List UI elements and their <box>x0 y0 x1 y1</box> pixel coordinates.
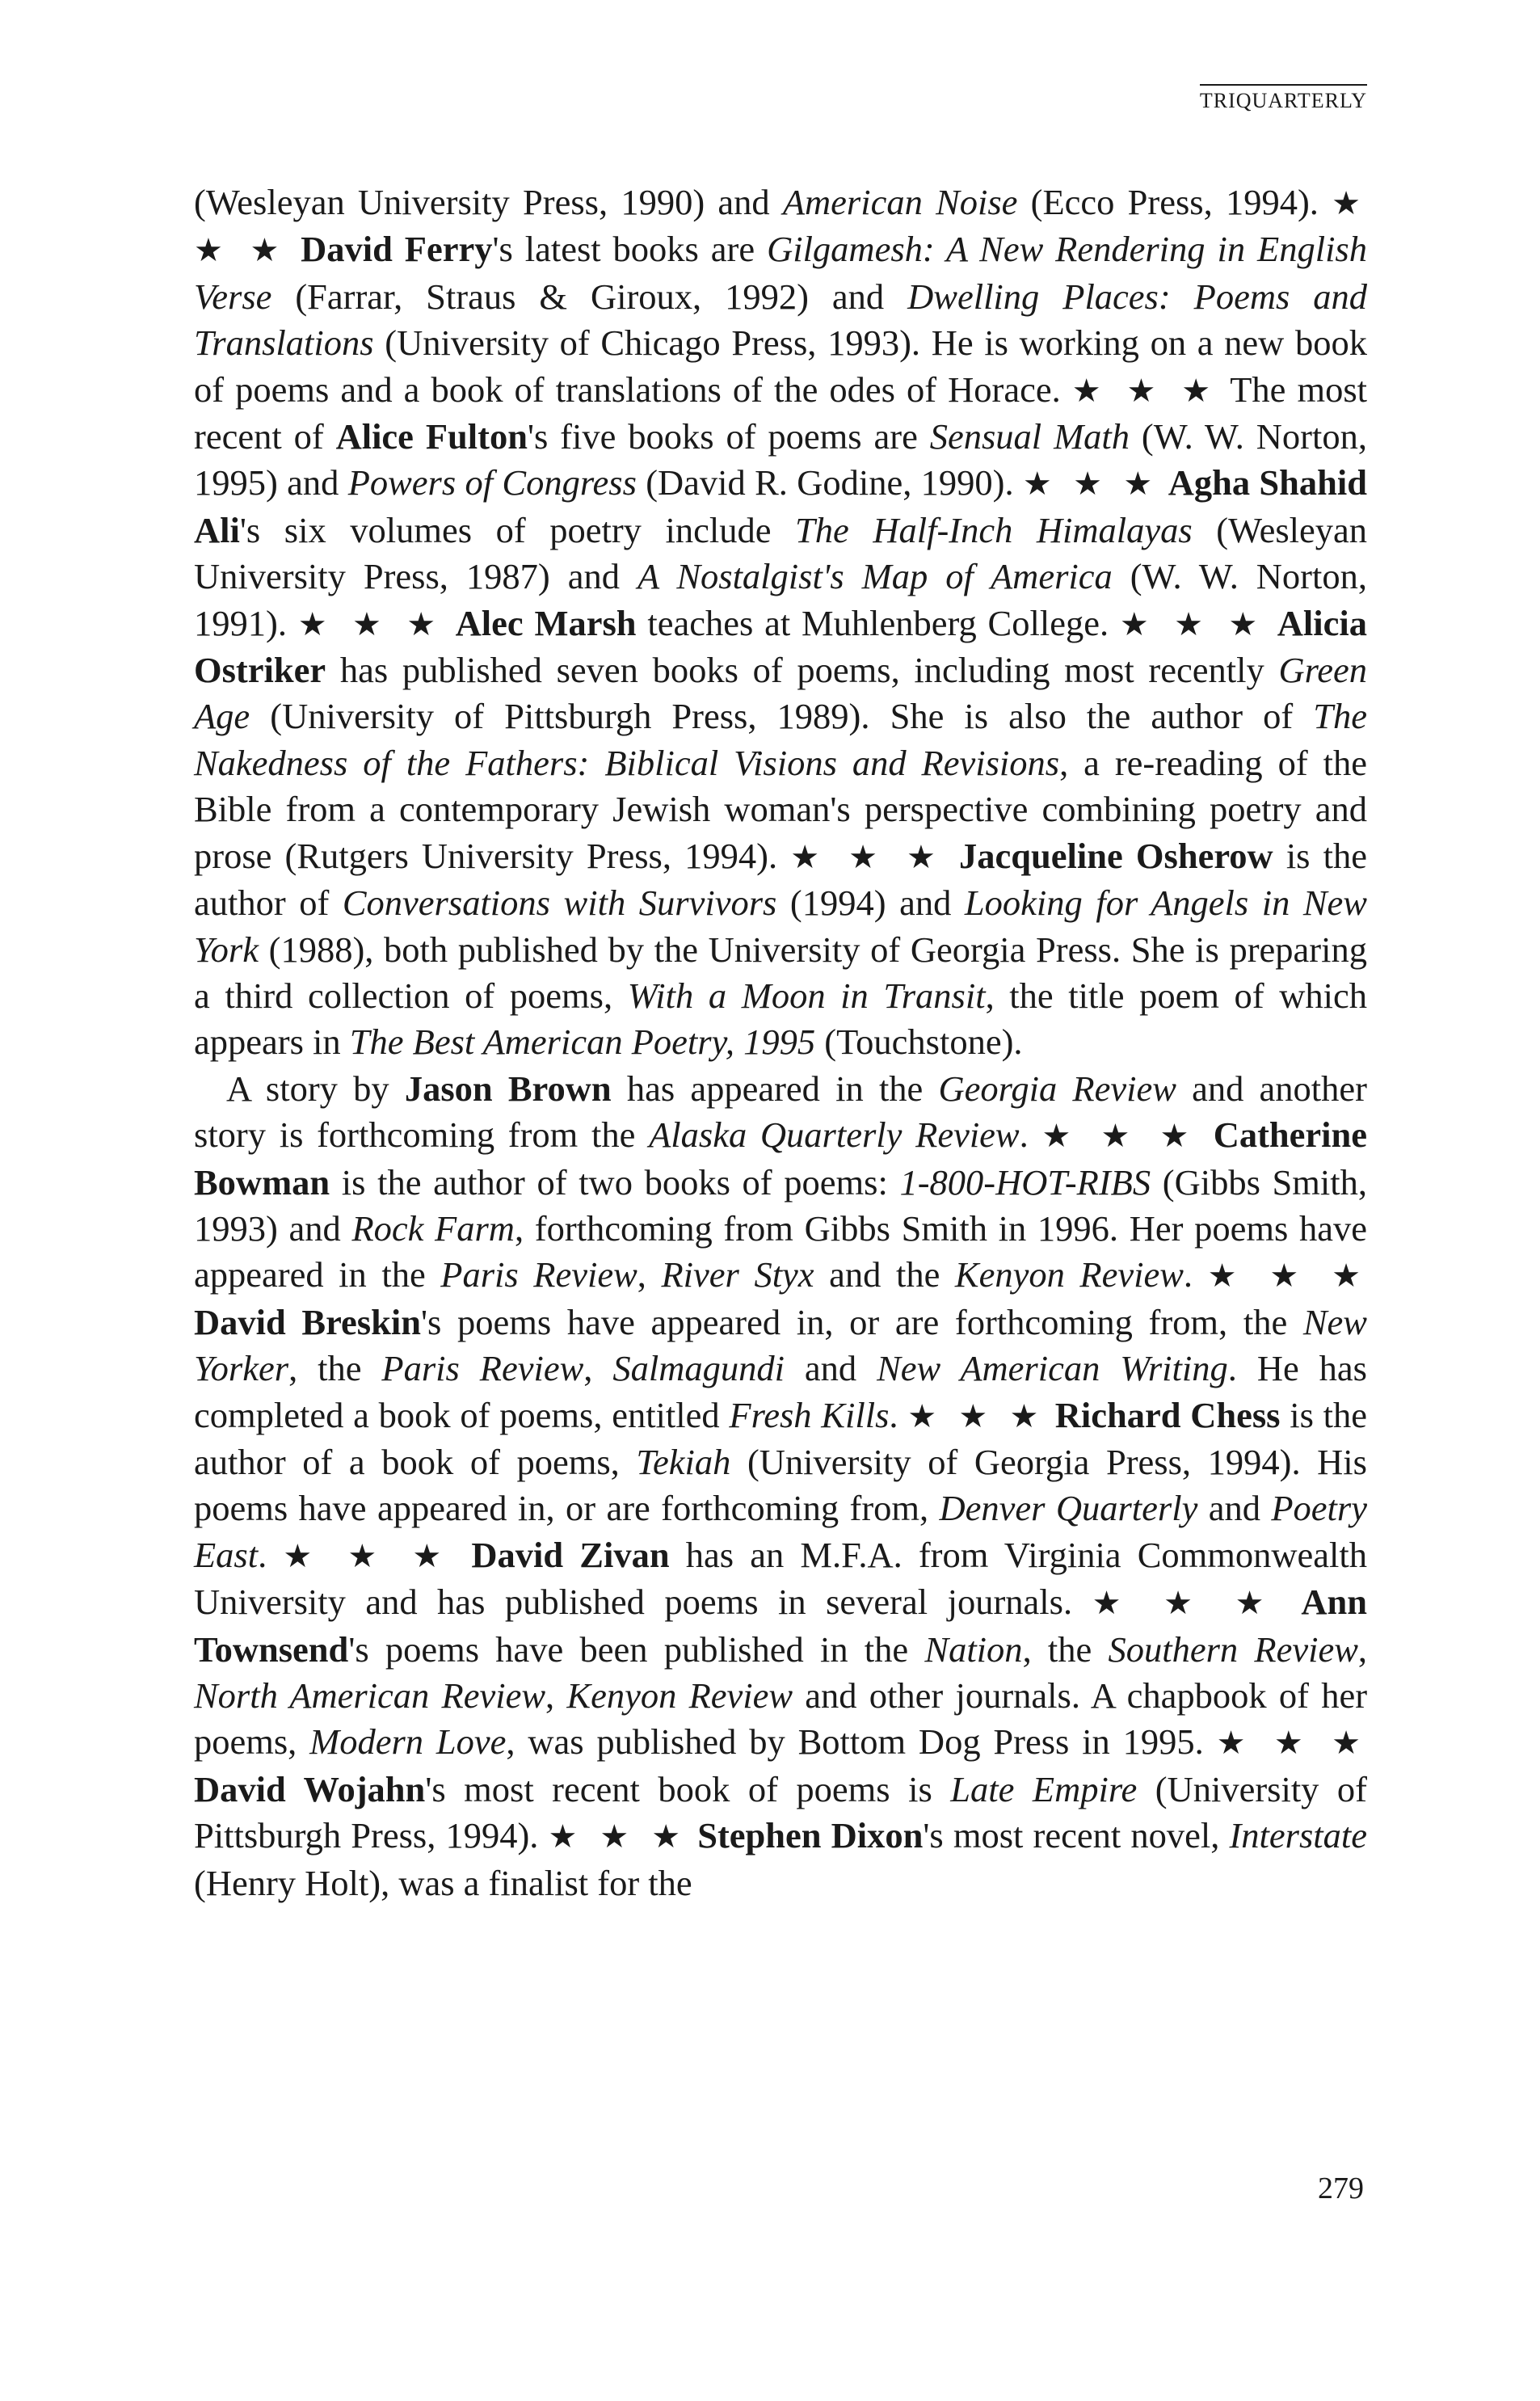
contributor-name: David Wojahn <box>194 1768 426 1809</box>
paragraph-2 <box>194 1066 1367 1906</box>
title: Green Age <box>194 650 1367 737</box>
star-separator: ★ ★ ★ <box>194 185 1367 269</box>
title: Fresh Kills <box>729 1394 890 1435</box>
text: is the author of two books of poems: <box>330 1161 900 1203</box>
title: Dwelling Places: Poems and Translations <box>194 276 1368 364</box>
star-separator: ★ ★ ★ <box>297 605 444 642</box>
text: . <box>889 1394 908 1435</box>
text: (Touchstone). <box>815 1021 1023 1063</box>
text: (Henry Holt), was a finalist for the <box>194 1862 692 1903</box>
title: Poetry East <box>194 1488 1367 1575</box>
text: (University of Chicago Press, 1993). He is working on a new book of poems and a book of translations of the odes of Horace. <box>194 322 1367 410</box>
text: (W. W. Norton, 1995) and <box>194 416 1367 503</box>
contributor-name: Jason Brown <box>404 1068 612 1109</box>
star-separator: ★ ★ ★ <box>1119 605 1266 642</box>
text: (Wesleyan University Press, 1990) and <box>194 182 783 222</box>
text: (Gibbs Smith, 1993) and <box>194 1161 1367 1249</box>
star-separator: ★ ★ ★ <box>283 1537 456 1574</box>
title: Gilgamesh: A New Rendering in English Verse <box>194 229 1367 317</box>
contributor-name: Catherine Bowman <box>194 1114 1368 1203</box>
text: and the <box>814 1254 955 1295</box>
star-separator: ★ ★ ★ <box>1207 1257 1368 1295</box>
title: Conversations with Survivors <box>342 882 777 924</box>
title: The Nakedness of the Fathers: Biblical Visions and Revisions <box>194 696 1367 783</box>
title: Tekiah <box>636 1441 731 1482</box>
text: 's poems have been published in the <box>348 1628 925 1670</box>
contributor-name: Ann Townsend <box>194 1582 1368 1670</box>
title: The Half-Inch Himalayas <box>795 509 1193 550</box>
text: and <box>784 1348 877 1389</box>
contributor-name: Alice Fulton <box>335 416 528 457</box>
title: Alaska Quarterly Review <box>649 1114 1020 1156</box>
text: A story by <box>226 1068 405 1109</box>
text: has appeared in the <box>611 1068 939 1109</box>
text: (1988), both published by the University of Georgia Press. She is preparing a third collection of poems, <box>194 929 1367 1016</box>
title: Sensual Math <box>929 416 1130 457</box>
title: Denver Quarterly <box>939 1488 1198 1529</box>
contributor-name: David Breskin <box>194 1301 421 1342</box>
text: . <box>1183 1254 1208 1295</box>
text: (University of Georgia Press, 1994). His poems have appeared in, or are forthcoming from, <box>194 1441 1367 1529</box>
text: 's most recent book of poems is <box>425 1768 951 1809</box>
title: Late Empire <box>950 1768 1138 1809</box>
title: New American Writing <box>877 1348 1228 1389</box>
text: 's five books of poems are <box>527 416 930 457</box>
star-separator: ★ ★ ★ <box>1092 1585 1281 1622</box>
title: Looking for Angels in New York <box>194 882 1367 970</box>
title: Paris Review <box>440 1254 637 1295</box>
star-separator: ★ ★ ★ <box>548 1818 688 1856</box>
text: and other journals. A chapbook of her poems, <box>194 1675 1368 1763</box>
title: River Styx <box>661 1254 814 1295</box>
title: American Noise <box>782 182 1018 222</box>
paragraph-1 <box>194 179 1367 1066</box>
text: , forthcoming from Gibbs Smith in 1996. Her poems have appeared in the <box>194 1207 1367 1295</box>
title: Modern Love <box>309 1721 507 1763</box>
text: is the author of a book of poems, <box>194 1394 1368 1482</box>
text: (W. W. Norton, 1991). <box>194 556 1367 643</box>
text: , the <box>288 1348 382 1389</box>
text: and another story is forthcoming from the <box>194 1068 1367 1156</box>
title: With a Moon in Transit <box>627 975 986 1016</box>
text: has an M.F.A. from Virginia Commonwealth University and has published poems in several journals. <box>194 1534 1367 1623</box>
title: Paris Review <box>381 1348 584 1389</box>
title: Kenyon Review <box>566 1675 793 1716</box>
contributor-name: David Zivan <box>471 1534 670 1575</box>
contributor-name: Alicia Ostriker <box>194 602 1368 691</box>
running-head: TRIQUARTERLY <box>1200 84 1367 113</box>
title: Rock Farm <box>351 1207 515 1249</box>
text: has published seven books of poems, including most recently <box>326 650 1279 691</box>
text: 's six volumes of poetry include <box>239 509 796 550</box>
text: . He has completed a book of poems, entitled <box>194 1348 1367 1435</box>
text: (Wesleyan University Press, 1987) and <box>194 509 1368 597</box>
text: (1994) and <box>776 882 965 924</box>
text: (University of Pittsburgh Press, 1989). She is also the author of <box>250 696 1314 737</box>
text: 's latest books are <box>492 229 768 270</box>
text: is the author of <box>194 835 1367 924</box>
contributor-name: Alec Marsh <box>455 602 637 643</box>
text: , <box>1357 1628 1368 1670</box>
star-separator: ★ ★ ★ <box>1022 465 1159 503</box>
title: Georgia Review <box>938 1068 1176 1109</box>
text: . <box>258 1534 284 1575</box>
text: . <box>1019 1114 1042 1156</box>
star-separator: ★ ★ ★ <box>790 838 946 875</box>
text: The most recent of <box>194 369 1368 457</box>
title: Kenyon Review <box>954 1254 1184 1295</box>
text: , <box>637 1254 662 1295</box>
text: , the <box>1022 1628 1109 1670</box>
contributor-name: Stephen Dixon <box>697 1815 924 1856</box>
star-separator: ★ ★ ★ <box>1041 1118 1200 1155</box>
star-separator: ★ ★ ★ <box>907 1397 1046 1434</box>
contributor-name: Richard Chess <box>1054 1394 1281 1435</box>
title: New Yorker <box>194 1301 1367 1389</box>
text: , <box>545 1675 567 1716</box>
text: (University of Pittsburgh Press, 1994). <box>194 1768 1367 1856</box>
title: Powers of Congress <box>347 462 637 503</box>
contributor-name: David Ferry <box>301 229 493 270</box>
title: Southern Review <box>1108 1628 1358 1670</box>
text: and <box>1197 1488 1272 1529</box>
title: Salmagundi <box>612 1348 785 1389</box>
title: The Best American Poetry, 1995 <box>349 1021 816 1063</box>
star-separator: ★ ★ ★ <box>1216 1725 1368 1762</box>
title: North American Review <box>194 1675 546 1716</box>
body-text <box>194 179 1367 1906</box>
contributor-name: Jacqueline Osherow <box>959 835 1273 876</box>
text: (Farrar, Straus & Giroux, 1992) and <box>271 276 908 317</box>
title: Nation <box>924 1628 1023 1670</box>
text: , the title poem of which appears in <box>194 975 1367 1063</box>
text: , was published by Bottom Dog Press in 1995. <box>506 1721 1217 1763</box>
text: , <box>583 1348 613 1389</box>
star-separator: ★ ★ ★ <box>1071 372 1219 409</box>
contributor-name: Agha Shahid Ali <box>194 462 1368 550</box>
title: Interstate <box>1229 1815 1367 1856</box>
text: 's poems have appeared in, or are forthcoming from, the <box>420 1301 1303 1342</box>
text: (David R. Godine, 1990). <box>636 462 1023 503</box>
text: 's most recent novel, <box>923 1815 1230 1856</box>
title: A Nostalgist's Map of America <box>637 556 1113 597</box>
text: teaches at Muhlenberg College. <box>636 602 1120 643</box>
title: 1-800-HOT-RIBS <box>899 1161 1151 1203</box>
text: (Ecco Press, 1994). <box>1017 182 1332 222</box>
page-number: 279 <box>1318 2171 1364 2205</box>
text: , a re-reading of the Bible from a contemporary Jewish woman's perspective combining poetry and prose (Rutgers University Press, 1994). <box>194 742 1368 876</box>
